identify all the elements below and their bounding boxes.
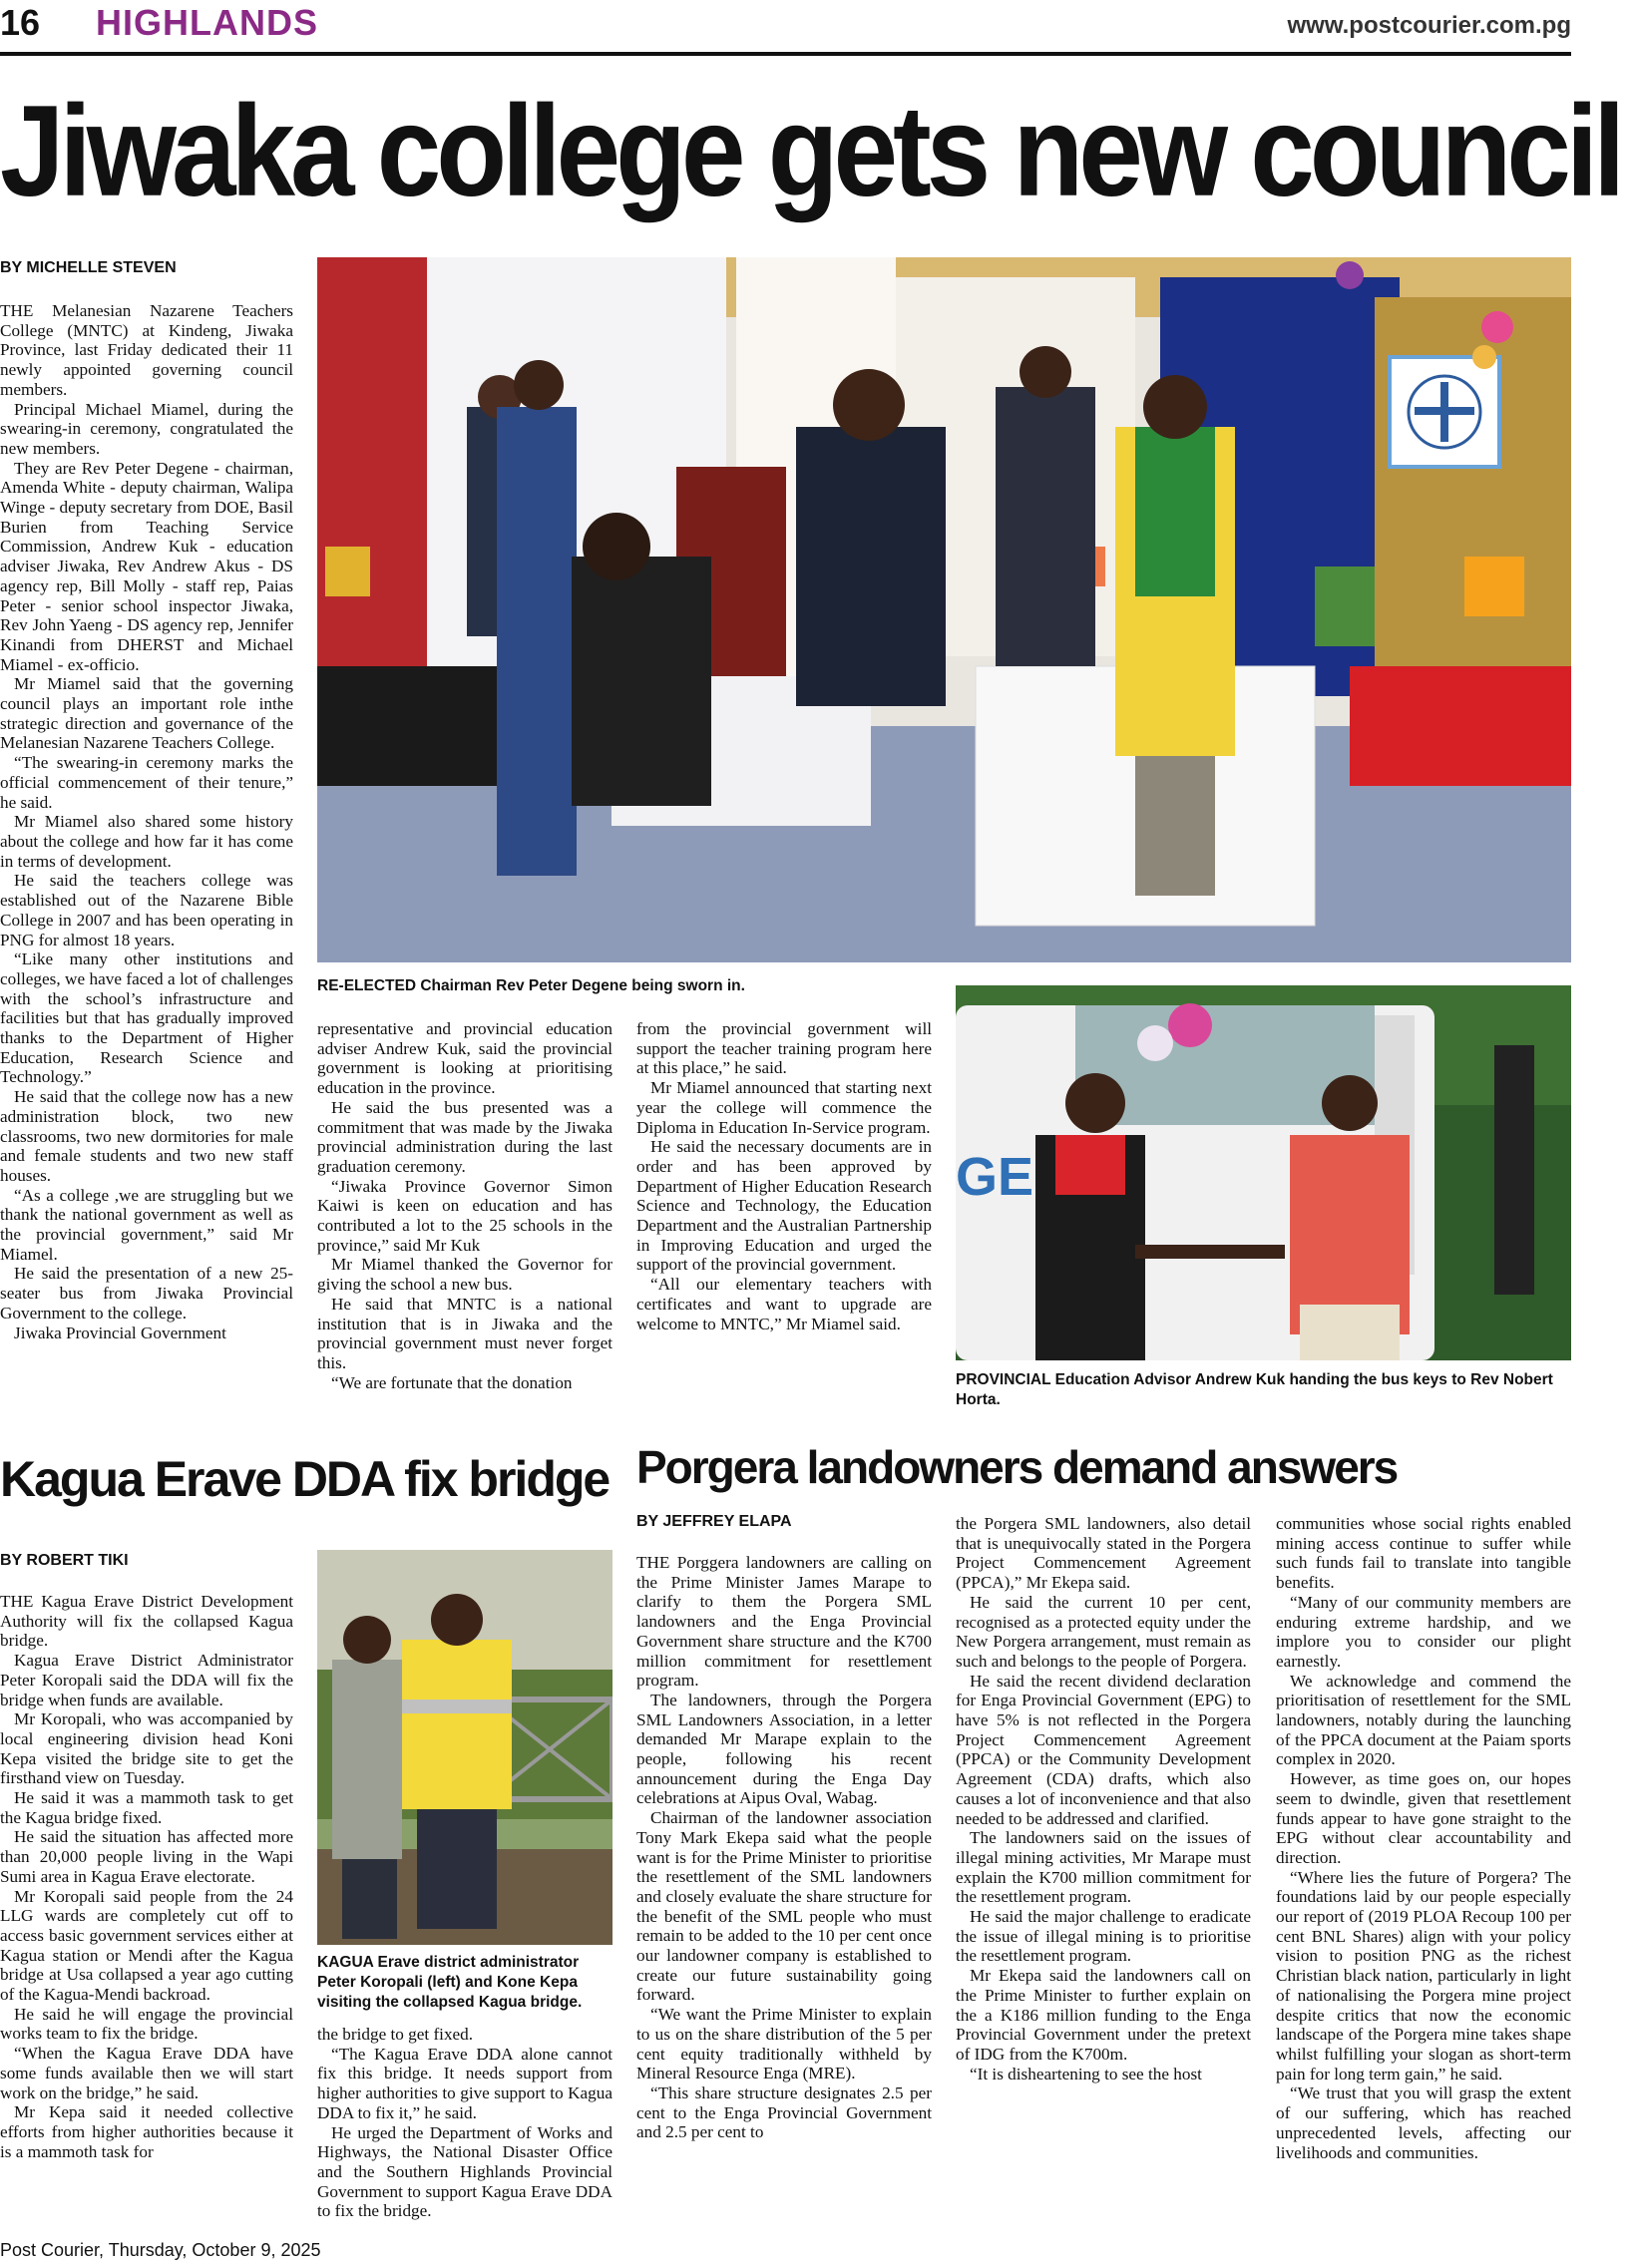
paragraph: THE Melanesian Nazarene Teachers College (MNTC) at Kindeng, Jiwaka Province, last Friday dedicated their 11 newly appointed governing council members. xyxy=(0,301,293,399)
paragraph: Mr Ekepa said the landowners call on the Prime Minister to further explain on the a K186 million funding to the Enga Provincial Government under the pretext of IDG from the K700m. xyxy=(956,1966,1251,2064)
paragraph: Mr Koropali, who was accompanied by local engineering division head Koni Kepa visited the bridge site to get the firsthand view on Tuesday. xyxy=(0,1709,293,1788)
byline: BY JEFFREY ELAPA xyxy=(636,1513,792,1530)
byline: BY MICHELLE STEVEN xyxy=(0,259,177,276)
paragraph: He said that MNTC is a national institution that is in Jiwaka and the provincial government must never forget this. xyxy=(317,1294,613,1372)
paragraph: “We trust that you will grasp the extent of our suffering, which has reached unprecedented levels, affecting our livelihoods and communities. xyxy=(1276,2083,1571,2162)
paragraph: He said the current 10 per cent, recognised as a protected equity under the New Porgera arrangement, must remain as such and belongs to the people of Porgera. xyxy=(956,1592,1251,1671)
ceremony-illustration xyxy=(317,257,1571,962)
paragraph: He said it was a mammoth task to get the Kagua bridge fixed. xyxy=(0,1788,293,1827)
paragraph: “We want the Prime Minister to explain to us on the share distribution of the 5 per cent equity traditionally withheld by Mineral Resource Enga (MRE). xyxy=(636,2005,932,2083)
paragraph: He said he will engage the provincial works team to fix the bridge. xyxy=(0,2004,293,2044)
paragraph: He urged the Department of Works and Highways, the National Disaster Office and the Southern Highlands Provincial Government to support Kagua Erave DDA to fix the bridge. xyxy=(317,2122,613,2221)
paragraph: “When the Kagua Erave DDA have some funds available then we will start work on the bridge,” he said. xyxy=(0,2044,293,2102)
paragraph: “Many of our community members are enduring extreme hardship, and we implore you to consider our plight earnestly. xyxy=(1276,1592,1571,1671)
paragraph: Kagua Erave District Administrator Peter Koropali said the DDA will fix the bridge when funds are available. xyxy=(0,1651,293,1709)
paragraph: He said the major challenge to eradicate the issue of illegal mining is to prioritise the resettlement program. xyxy=(956,1907,1251,1966)
paragraph: THE Kagua Erave District Development Authority will fix the collapsed Kagua bridge. xyxy=(0,1592,293,1651)
paragraph: “Jiwaka Province Governor Simon Kaiwi is keen on education and has contributed a lot to the 25 schools in the province,” said Mr Kuk xyxy=(317,1176,613,1255)
paragraph: the Porgera SML landowners, also detail that is unequivocally stated in the Porgera Project Commencement Agreement (PPCA),” Mr Ekepa said. xyxy=(956,1514,1251,1593)
article1-column-1 xyxy=(0,301,293,1416)
paragraph: from the provincial government will support the teacher training program here at this place,” he said. xyxy=(636,1019,932,1078)
paragraph: “Like many other institutions and colleges, we have faced a lot of challenges with the school’s infrastructure and facilities but that has gradually improved thanks to the Department of Higher Education, Research Science and Technology.” xyxy=(0,949,293,1087)
kagua-headline: Kagua Erave DDA fix bridge xyxy=(0,1451,610,1507)
paragraph: “As a college ,we are struggling but we thank the national government as well as the provincial government,” said Mr Miamel. xyxy=(0,1185,293,1264)
section-title: HIGHLANDS xyxy=(96,2,318,43)
bridge-photo-caption: KAGUA Erave district administrator Peter Koropali (left) and Kone Kepa visiting the collapsed Kagua bridge. xyxy=(317,1954,583,2011)
paragraph: The landowners said on the issues of illegal mining activities, Mr Marape must explain the K700 million commitment for the resettlement program. xyxy=(956,1828,1251,1907)
photo1-caption: RE-ELECTED Chairman Rev Peter Degene being sworn in. xyxy=(317,977,745,994)
paragraph: Mr Miamel said that the governing council plays an important role inthe strategic direction and governance of the Melanesian Nazarene Teachers College. xyxy=(0,674,293,753)
article1-column-3 xyxy=(636,1019,932,1418)
paragraph: We acknowledge and commend the prioritisation of resettlement for the SML landowners, notably during the launching of the PPCA document at the Paiam sports complex in 2020. xyxy=(1276,1671,1571,1769)
paragraph: “It is disheartening to see the host xyxy=(970,2064,1202,2083)
swearing-in-photo xyxy=(317,257,1571,962)
paragraph: “The swearing-in ceremony marks the official commencement of their tenure,” he said. xyxy=(0,753,293,812)
article2-column-2 xyxy=(317,2025,613,2238)
site-url[interactable]: www.postcourier.com.pg xyxy=(1287,12,1571,39)
paragraph: Chairman of the landowner association Tony Mark Ekepa said what the people want is for the Prime Minister to prioritise the resettlement of the SML landowners and closely evaluate the share structure for the benefit of the SML people who must remain to be added to the 10 per cent once our landowner company is established to create our future sustainability going forward. xyxy=(636,1808,932,2005)
paragraph: “We are fortunate that the donation xyxy=(331,1372,573,1392)
paragraph: Mr Miamel also shared some history about the college and how far it has come in terms of development. xyxy=(0,812,293,871)
paragraph: Mr Miamel announced that starting next year the college will commence the Diploma in Education In-Service program. xyxy=(636,1078,932,1137)
photo2-caption: PROVINCIAL Education Advisor Andrew Kuk handing the bus keys to Rev Nobert Horta. xyxy=(956,1371,1553,1408)
article1-column-2 xyxy=(317,1019,613,1418)
byline: BY ROBERT TIKI xyxy=(0,1552,129,1569)
paragraph: He said the presentation of a new 25-seater bus from Jiwaka Provincial Government to the college. xyxy=(0,1264,293,1323)
bridge-photo xyxy=(317,1550,613,1945)
article2-column-1 xyxy=(0,1592,293,2238)
bus-handover-photo xyxy=(956,985,1571,1360)
paragraph: Mr Miamel thanked the Governor for giving the school a new bus. xyxy=(317,1255,613,1295)
main-headline: Jiwaka college gets new council xyxy=(0,78,1621,223)
paragraph: “The Kagua Erave DDA alone cannot fix this bridge. It needs support from higher authorities to give support to Kagua DDA to fix it,” he said. xyxy=(317,2044,613,2122)
paragraph: representative and provincial education adviser Andrew Kuk, said the provincial government is looking at prioritising education in the province. xyxy=(317,1019,613,1098)
paragraph: “This share structure designates 2.5 per cent to the Enga Provincial Government and 2.5 per cent to xyxy=(636,2082,932,2142)
paragraph: He said the teachers college was established out of the Nazarene Bible College in 2007 and has been operating in PNG for almost 18 years. xyxy=(0,871,293,949)
paragraph: He said the situation has affected more than 20,000 people living in the Wapi Sumi area in Kagua Erave electorate. xyxy=(0,1827,293,1886)
page-number: 16 xyxy=(0,2,41,43)
paragraph: Jiwaka Provincial Government xyxy=(14,1323,226,1342)
paragraph: “All our elementary teachers with certificates and want to upgrade are welcome to MNTC,” Mr Miamel said. xyxy=(636,1275,932,1333)
paragraph: He said the bus presented was a commitment that was made by the Jiwaka provincial administration during the last graduation ceremony. xyxy=(317,1097,613,1176)
paragraph: He said the necessary documents are in order and has been approved by Department of Higher Education Research Science and Technology, the Education Department and the Australian Partnership in Improving Education and urged the support of the provincial government. xyxy=(636,1137,932,1275)
porgera-headline: Porgera landowners demand answers xyxy=(636,1441,1398,1493)
paragraph: “Where lies the future of Porgera? The foundations laid by our people especially our report of (2019 PLOA Recoup 100 per cent BNL Shares) align with your policy vision to position PNG as the richest Christian black nation, particularly in light of nationalising the Porgera mine project despite critics that now the economic landscape of the Porgera mine takes shape whilst fulfilling your slogan as short-term pain for long term gain,” he said. xyxy=(1276,1867,1571,2083)
article3-column-1 xyxy=(636,1553,932,2239)
paragraph: However, as time goes on, our hopes seem to dwindle, given that resettlement funds appear to have gone straight to the EPG without clear accountability and direction. xyxy=(1276,1769,1571,1867)
bus-sign: GE xyxy=(956,1147,1034,1207)
bridge-illustration xyxy=(317,1550,613,1945)
paragraph: The landowners, through the Porgera SML Landowners Association, in a letter demanded Mr Marape explain to the people, following his recent announcement during the Enga Day celebrations at Aipus Oval, Wabag. xyxy=(636,1690,932,1808)
paragraph: Mr Koropali said people from the 24 LLG wards are completely cut off to access basic government services either at Kagua station or Mendi after the Kagua bridge at Usa collapsed a year ago cutting of the Kagua-Mendi backroad. xyxy=(0,1886,293,2005)
page-footer: Post Courier, Thursday, October 9, 2025 xyxy=(0,2240,321,2260)
paragraph: THE Porggera landowners are calling on the Prime Minister James Marape to clarify to them the Porgera SML landowners and the Enga Provincial Government share structure and the K700 million commitment for resettlement program. xyxy=(636,1553,932,1691)
article3-column-3 xyxy=(1276,1514,1571,2239)
article3-column-2 xyxy=(956,1514,1251,2239)
paragraph: the bridge to get fixed. xyxy=(317,2025,474,2044)
paragraph: Principal Michael Miamel, during the swearing-in ceremony, congratulated the new members. xyxy=(0,399,293,458)
bus-illustration xyxy=(956,985,1571,1360)
paragraph: He said the recent dividend declaration for Enga Provincial Government (EPG) to have 5% is not reflected in the Porgera Project Commencement Agreement (PPCA) or the Community Development Agreement (CDA) drafts, which also causes a lot of inconvenience and that also needed to be addressed and clarified. xyxy=(956,1671,1251,1828)
paragraph: He said that the college now has a new administration block, two new classrooms, two new dormitories for male and female students and two new staff houses. xyxy=(0,1087,293,1185)
paragraph: communities whose social rights enabled mining access continue to suffer while such funds fail to translate into tangible benefits. xyxy=(1276,1514,1571,1593)
paragraph: They are Rev Peter Degene - chairman, Amenda White - deputy chairman, Walipa Winge - deputy secretary from DOE, Basil Burien from Teaching Service Commission, Andrew Kuk - education adviser Jiwaka, Rev Andrew Akus - DS agency rep, Bill Molly - staff rep, Paias Peter - senior school inspector Jiwaka, Rev John Yaeng - DS agency rep, Jennifer Kinandi from DHERST and Michael Miamel - ex-officio. xyxy=(0,458,293,674)
paragraph: Mr Kepa said it needed collective efforts from higher authorities because it is a mammoth task for xyxy=(0,2102,293,2161)
